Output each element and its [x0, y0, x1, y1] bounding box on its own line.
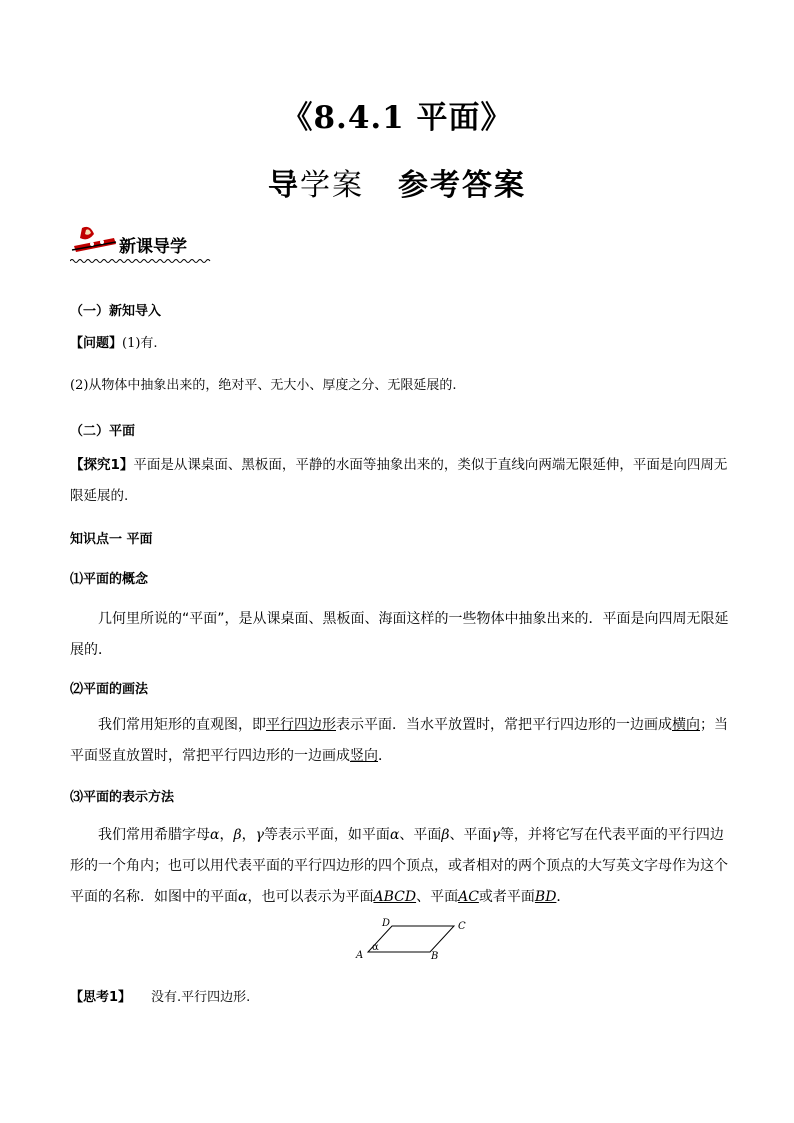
figure-label-d: D	[382, 918, 391, 929]
drawing-underline-2: 横向	[672, 717, 700, 733]
notation-text-5: 等，并将它写在代表平面的平行四边形的一个角内；也可以用代表平面的平行四边形的四个顶点，或者相对的两个顶点的大写英文字母作为这个平面的名称．如图中的平面	[70, 827, 728, 905]
parallelogram-shape	[368, 926, 454, 952]
plane-name-ac: AC	[458, 889, 479, 905]
question-answer-2: (2)从物体中抽象出来的，绝对平、无大小、厚度之分、无限延展的.	[70, 378, 457, 393]
page-title: 《8.4.1 平面》	[281, 100, 513, 136]
figure-label-c: C	[458, 921, 466, 932]
drawing-text-3: ；当平面竖直放置时，常把平行四边形的一边画成	[70, 717, 728, 764]
subtitle-c: 参考答案	[398, 168, 526, 203]
plane-name-bd: BD	[534, 889, 557, 905]
notation-text-3: 、平面	[399, 827, 442, 843]
think-text: 没有.平行四边形.	[151, 990, 251, 1005]
notation-paragraph: 我们常用希腊字母α，β，γ等表示平面，如平面α、平面β、平面γ等，并将它写在代表平面的平行四边形的一个角内；也可以用代表平面的平行四边形的四个顶点，或者相对的两个顶点的大写英文字母作为这个平面的名称．如图中的平面α，也可以表示为平面ABCD、平面AC或者平面BD．	[70, 827, 728, 905]
notation-text-1: 我们常用希腊字母	[98, 827, 210, 843]
explore-paragraph	[70, 450, 730, 512]
notation-text-8: 或者平面	[478, 889, 535, 905]
greek-alpha-3: α	[238, 889, 248, 905]
notation-text-7: 、平面	[416, 889, 459, 905]
part1-heading: （一）新知导入	[70, 304, 162, 319]
think-label: 【思考1】	[70, 990, 132, 1005]
greek-beta-2: β	[441, 827, 450, 843]
drawing-text-1: 我们常用矩形的直观图，即	[98, 717, 266, 733]
figure-label-alpha: α	[372, 942, 379, 953]
question-line	[70, 332, 158, 351]
think-line	[70, 986, 250, 1005]
knowledge-point-heading: 知识点一 平面	[70, 532, 153, 547]
drawing-underline-1: 平行四边形	[266, 717, 336, 733]
explore-text: 平面是从课桌面、黑板面，平静的水面等抽象出来的，类似于直线向两端无限延伸，平面是向四周无限延展的.	[70, 457, 728, 504]
subtitle-a: 导	[268, 168, 300, 203]
banner-pen-icon	[70, 224, 120, 258]
notation-text-2: 等表示平面，如平面	[263, 827, 390, 843]
drawing-text-2: 表示平面．当水平放置时，常把平行四边形的一边画成	[336, 717, 672, 733]
greek-gamma-2: γ	[491, 827, 500, 843]
figure-label-a: A	[356, 950, 364, 961]
section-banner	[70, 224, 187, 262]
greek-alpha: α	[210, 827, 220, 843]
section-banner-label: 新课导学	[119, 237, 187, 257]
drawing-heading: ⑵平面的画法	[70, 682, 149, 697]
explore-label: 【探究1】	[70, 457, 134, 473]
notation-text-4: 、平面	[449, 827, 492, 843]
subtitle-b: 学案	[300, 168, 364, 203]
notation-text-6: ，也可以表示为平面	[247, 889, 374, 905]
greek-gamma: γ	[255, 827, 264, 843]
concept-paragraph: 几何里所说的“平面”，是从课桌面、黑板面、海面这样的一些物体中抽象出来的．平面是向四周无限延展的．	[70, 611, 729, 658]
drawing-underline-3: 竖向	[350, 748, 378, 764]
greek-alpha-2: α	[389, 827, 400, 843]
question-label: 【问题】	[70, 336, 123, 351]
figure-label-b: B	[431, 951, 439, 962]
concept-heading: ⑴平面的概念	[70, 572, 149, 587]
notation-heading: ⑶平面的表示方法	[70, 790, 175, 805]
parallelogram-figure	[350, 912, 470, 964]
plane-name-abcd: ABCD	[373, 889, 417, 905]
greek-beta: β	[233, 827, 242, 843]
drawing-paragraph	[70, 710, 730, 772]
page-subtitle	[0, 160, 794, 204]
part2-heading: （二）平面	[70, 424, 136, 439]
notation-text-9: ．	[556, 889, 571, 905]
drawing-text-4: ．	[378, 748, 392, 764]
wavy-underline	[70, 258, 212, 264]
question-answer-1: (1)有.	[122, 336, 158, 351]
